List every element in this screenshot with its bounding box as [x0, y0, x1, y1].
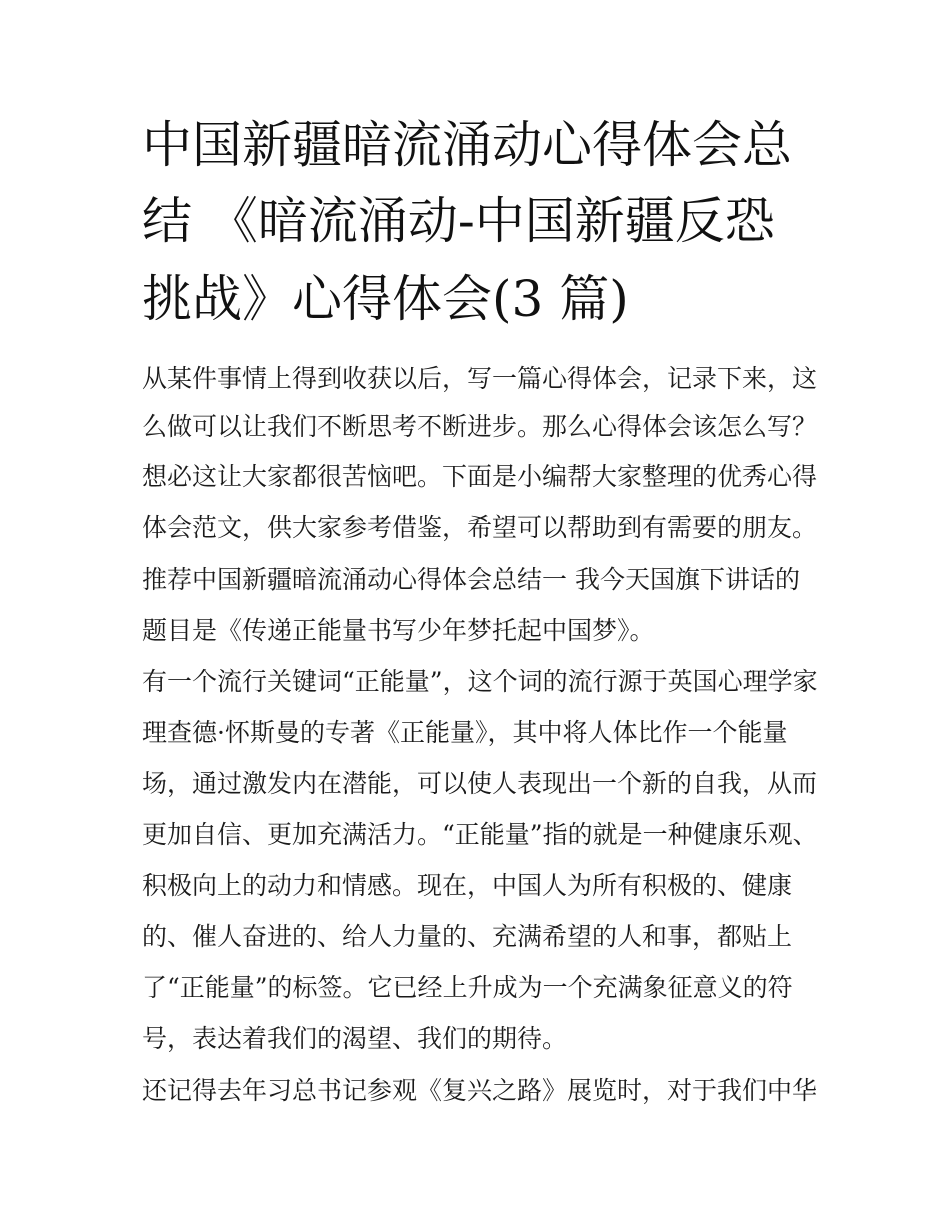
- body-line-14: 号，表达着我们的渴望、我们的期待。: [142, 1024, 568, 1053]
- body-line-12: 的、催人奋进的、给人力量的、充满希望的人和事，都贴上: [142, 922, 793, 951]
- body-line-9: 场，通过激发内在潜能，可以使人表现出一个新的自我，从而: [142, 769, 818, 798]
- body-line-5: 推荐中国新疆暗流涌动心得体会总结一 我今天国旗下讲话的: [142, 565, 800, 594]
- document-title-line-1: 中国新疆暗流涌动心得体会总: [142, 116, 792, 174]
- body-line-10: 更加自信、更加充满活力。“正能量”指的就是一种健康乐观、: [142, 820, 818, 849]
- body-line-8: 理查德·怀斯曼的专著《正能量》，其中将人体比作一个能量: [142, 718, 788, 747]
- document-title-line-3: 挑战》心得体会(3 篇): [142, 270, 629, 328]
- body-line-15: 还记得去年习总书记参观《复兴之路》展览时，对于我们中华: [142, 1076, 818, 1105]
- body-line-2: 么做可以让我们不断思考不断进步。那么心得体会该怎么写？: [142, 412, 818, 441]
- body-line-7: 有一个流行关键词“正能量”，这个词的流行源于英国心理学家: [142, 667, 818, 696]
- body-line-13: 了“正能量”的标签。它已经上升成为一个充满象征意义的符: [142, 973, 793, 1002]
- body-line-1: 从某件事情上得到收获以后，写一篇心得体会，记录下来，这: [142, 364, 818, 393]
- body-line-3: 想必这让大家都很苦恼吧。下面是小编帮大家整理的优秀心得: [142, 462, 818, 491]
- document-title-line-2: 结 《暗流涌动-中国新疆反恐: [142, 192, 775, 250]
- body-line-6: 题目是《传递正能量书写少年梦托起中国梦》。: [142, 616, 655, 645]
- body-line-11: 积极向上的动力和情感。现在，中国人为所有积极的、健康: [142, 871, 793, 900]
- body-line-4: 体会范文，供大家参考借鉴，希望可以帮助到有需要的朋友。: [142, 513, 818, 542]
